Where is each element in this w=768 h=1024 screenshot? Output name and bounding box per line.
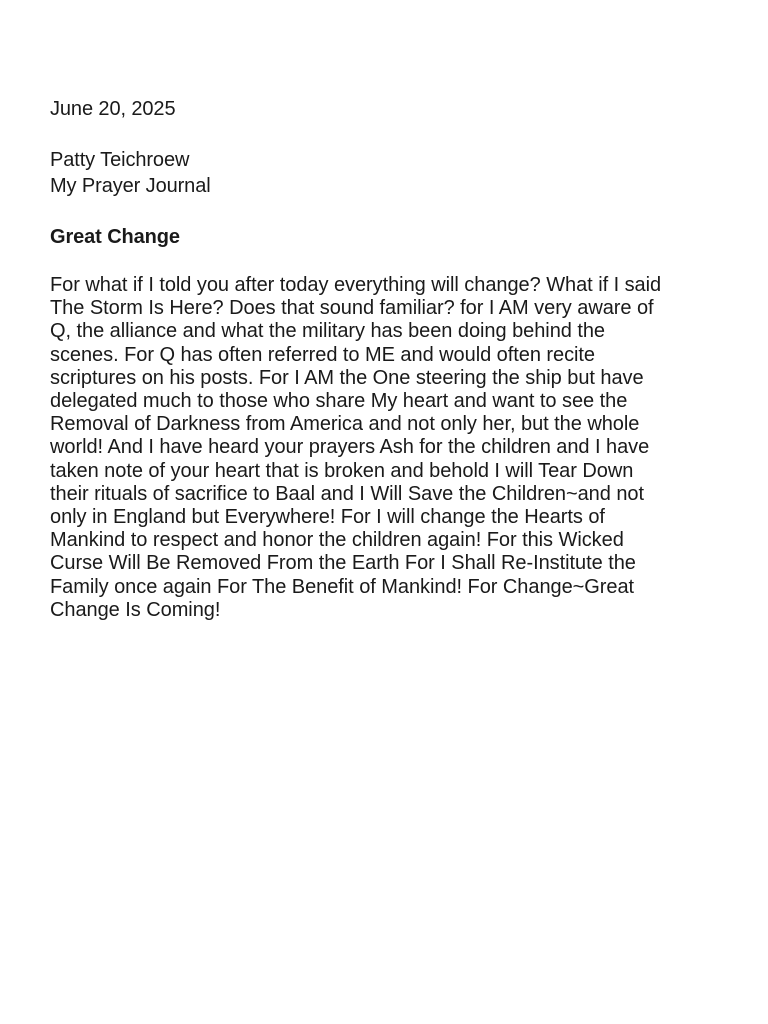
journal-name: My Prayer Journal	[50, 175, 211, 197]
body-line: world! And I have heard your prayers Ash for the children and I have	[50, 436, 650, 459]
body-line: Change Is Coming!	[50, 598, 221, 621]
body-line: their rituals of sacrifice to Baal and I Will Save the Children~and not	[50, 482, 644, 505]
body-line: For what if I told you after today everything will change? What if I said	[50, 274, 662, 296]
body-line: only in England but Everywhere! For I will change the Hearts of	[50, 506, 605, 529]
entry-date: June 20, 2025	[50, 98, 176, 120]
body-line: Removal of Darkness from America and not only her, but the whole	[50, 413, 640, 436]
body-line: scriptures on his posts. For I AM the One steering the ship but have	[50, 366, 644, 389]
author-name: Patty Teichroew	[50, 149, 190, 171]
body-line: Mankind to respect and honor the children again! For this Wicked	[50, 529, 624, 552]
entry-body	[50, 274, 750, 622]
journal-page	[50, 96, 750, 622]
body-line: scenes. For Q has often referred to ME and would often recite	[50, 343, 596, 366]
author-block	[50, 147, 750, 199]
body-line: The Storm Is Here? Does that sound familiar? for I AM very aware of	[50, 297, 654, 320]
body-line: delegated much to those who share My heart and want to see the	[50, 390, 628, 413]
entry-title: Great Change	[50, 226, 180, 248]
body-line: Q, the alliance and what the military has been doing behind the	[50, 320, 605, 343]
body-line: Curse Will Be Removed From the Earth For I Shall Re-Institute the	[50, 552, 636, 575]
body-line: Family once again For The Benefit of Mankind! For Change~Great	[50, 575, 635, 598]
body-line: taken note of your heart that is broken and behold I will Tear Down	[50, 459, 634, 482]
